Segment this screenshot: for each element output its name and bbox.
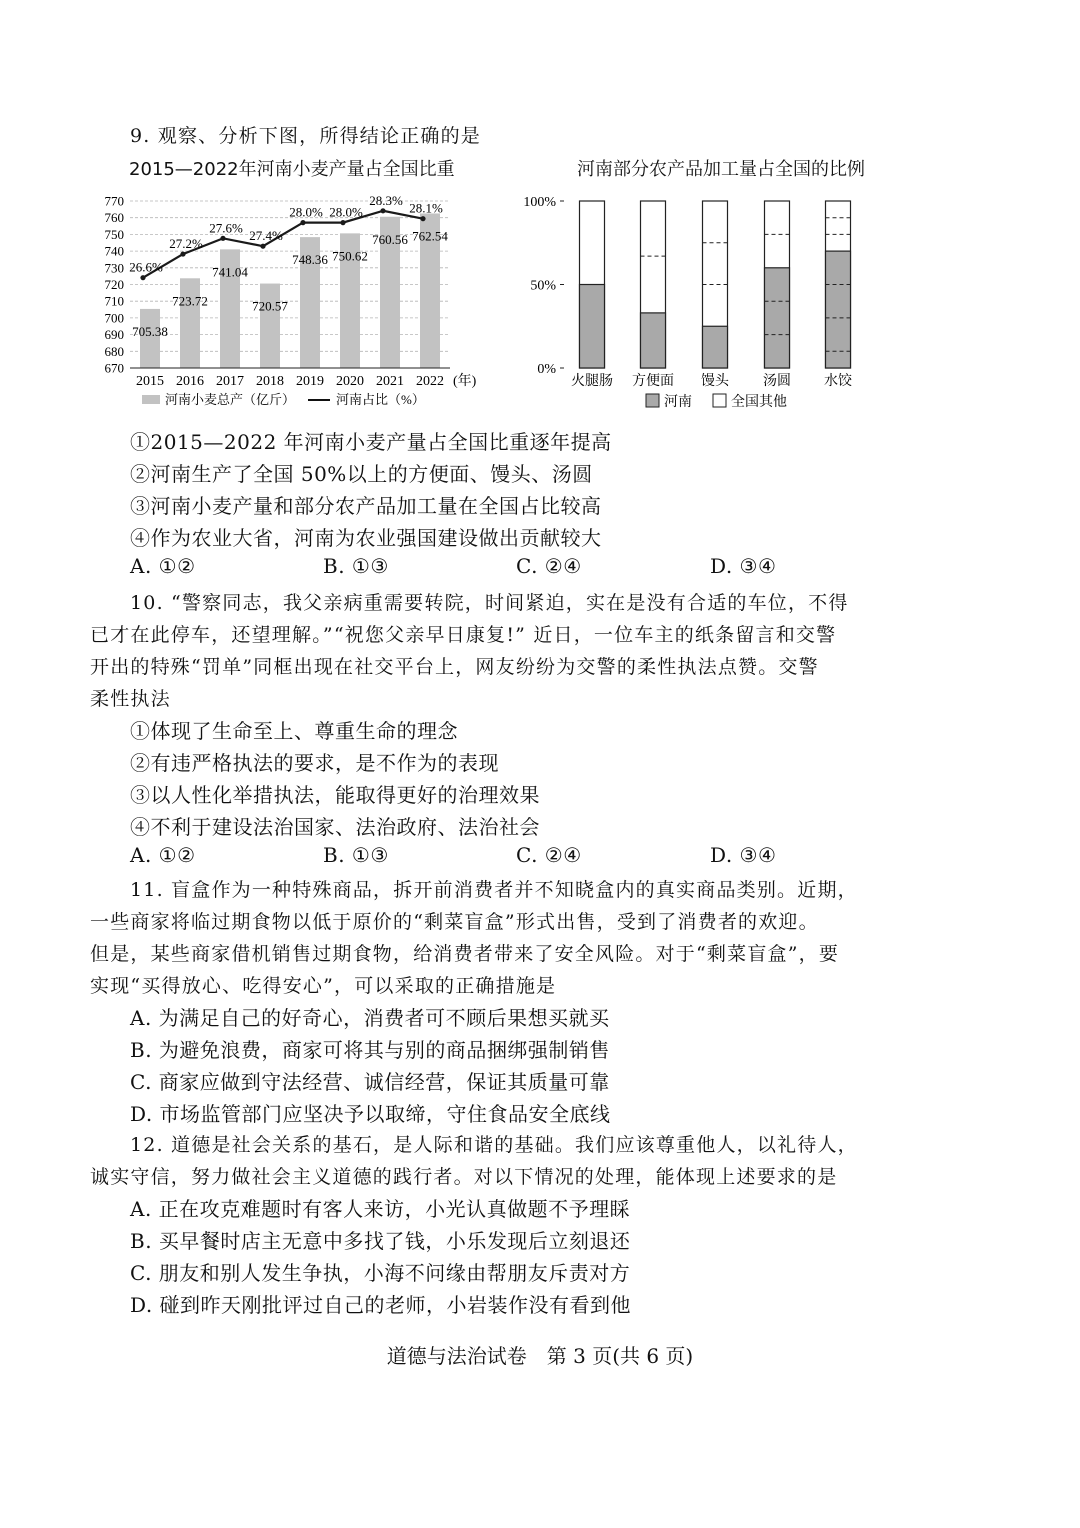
bar-henan <box>641 313 666 368</box>
bar-henan <box>580 285 605 369</box>
q10-stem-line: 已才在此停车，还望理解。”“祝您父亲早日康复!” 近日，一位车主的纸条留言和交警 <box>90 624 837 646</box>
q12-option-a[interactable]: A. 正在攻克难题时有客人来访，小光认真做题不予理睬 <box>130 1197 631 1221</box>
y-tick-label: 710 <box>104 293 124 309</box>
bar <box>260 284 280 368</box>
bar-value-label: 760.56 <box>372 231 408 247</box>
bar-value-label: 748.36 <box>292 252 328 268</box>
bar-value-label: 762.54 <box>412 228 448 244</box>
y-tick-label: 700 <box>104 310 124 326</box>
choice-b[interactable]: B. ①③ <box>323 554 389 578</box>
choice-c[interactable]: C. ②④ <box>516 554 582 578</box>
choice-d[interactable]: D. ③④ <box>710 554 777 578</box>
q10-stem-line: 10. “警察同志，我父亲病重需要转院，时间紧迫，实在是没有合适的车位，不得 <box>130 592 849 614</box>
x-tick-label: 汤圆 <box>763 374 791 389</box>
q9-statement: ③河南小麦产量和部分农产品加工量在全国占比较高 <box>130 494 602 518</box>
share-value-label: 28.1% <box>409 200 443 216</box>
bar-value-label: 750.62 <box>332 248 368 264</box>
share-value-label: 26.6% <box>129 259 163 275</box>
q10-choices <box>0 843 1080 869</box>
bar <box>180 278 200 368</box>
share-point <box>340 220 345 225</box>
share-value-label: 28.0% <box>329 204 363 220</box>
y-tick-label: 730 <box>104 260 124 276</box>
share-point <box>140 275 145 280</box>
q10-statement: ①体现了生命至上、尊重生命的理念 <box>130 719 458 743</box>
y-tick-label: 100% <box>523 195 556 210</box>
q12-stem-line: 12. 道德是社会关系的基石，是人际和谐的基础。我们应该尊重他人，以礼待人， <box>130 1134 858 1156</box>
x-tick-label: 2021 <box>376 374 404 389</box>
choice-b[interactable]: B. ①③ <box>323 843 389 867</box>
legend-label-line: 河南占比（%） <box>336 392 425 407</box>
y-tick-label: 690 <box>104 327 124 343</box>
x-tick-label: 火腿肠 <box>571 374 613 389</box>
legend-label-bar: 河南小麦总产（亿斤） <box>165 392 296 407</box>
x-tick-label: 2022 <box>416 374 444 389</box>
legend-label-other: 全国其他 <box>731 395 787 410</box>
processing-share-chart <box>510 185 880 417</box>
x-tick-label: 2016 <box>176 374 204 389</box>
q9-choices <box>0 554 1080 580</box>
share-point <box>300 220 305 225</box>
share-point <box>260 244 265 249</box>
bar-henan <box>826 251 851 368</box>
y-tick-label: 670 <box>104 360 124 376</box>
share-value-label: 27.4% <box>249 228 283 244</box>
chart2-title: 河南部分农产品加工量占全国的比例 <box>577 159 865 180</box>
legend-label-henan: 河南 <box>664 395 692 410</box>
q9-statement: ④作为农业大省，河南为农业强国建设做出贡献较大 <box>130 526 602 550</box>
x-tick-label: 2017 <box>216 374 244 389</box>
q9-statement: ②河南生产了全国 50%以上的方便面、馒头、汤圆 <box>130 462 593 486</box>
y-tick-label: 750 <box>104 226 124 242</box>
q9-statement: ①2015—2022 年河南小麦产量占全国比重逐年提高 <box>130 430 612 454</box>
legend-swatch-bar <box>142 395 160 404</box>
choice-a[interactable]: A. ①② <box>130 554 196 578</box>
y-tick-label: 720 <box>104 277 124 292</box>
share-value-label: 27.6% <box>209 220 243 236</box>
q12-option-c[interactable]: C. 朋友和别人发生争执，小海不问缘由帮朋友斥责对方 <box>130 1261 631 1285</box>
choice-c[interactable]: C. ②④ <box>516 843 582 867</box>
page-footer: 道德与法治试卷 第 3 页(共 6 页) <box>386 1344 694 1368</box>
share-point <box>180 251 185 256</box>
bar-value-label: 720.57 <box>252 298 288 314</box>
y-tick-label: 770 <box>104 193 124 209</box>
q11-option-b[interactable]: B. 为避免浪费，商家可将其与别的商品捆绑强制销售 <box>130 1038 610 1062</box>
legend-swatch-other <box>713 394 726 407</box>
share-value-label: 28.0% <box>289 204 323 220</box>
bar-henan <box>765 268 790 368</box>
q11-option-d[interactable]: D. 市场监管部门应坚决予以取缔，守住食品安全底线 <box>130 1102 611 1126</box>
share-value-label: 27.2% <box>169 236 203 252</box>
x-tick-label: 2018 <box>256 374 284 389</box>
share-point <box>220 236 225 241</box>
q11-stem-line: 一些商家将临过期食物以低于原价的“剩菜盲盒”形式出售，受到了消费者的欢迎。 <box>90 911 819 933</box>
wheat-share-chart <box>90 185 490 417</box>
share-value-label: 28.3% <box>369 192 403 208</box>
q12-option-d[interactable]: D. 碰到昨天刚批评过自己的老师，小岩装作没有看到他 <box>130 1293 632 1317</box>
y-tick-label: 680 <box>104 343 124 359</box>
q11-option-a[interactable]: A. 为满足自己的好奇心，消费者可不顾后果想买就买 <box>130 1006 610 1030</box>
q11-stem-line: 实现“买得放心、吃得安心”，可以采取的正确措施是 <box>90 975 557 997</box>
q11-stem-line: 11. 盲盒作为一种特殊商品，拆开前消费者并不知晓盒内的真实商品类别。近期， <box>130 879 858 901</box>
choice-a[interactable]: A. ①② <box>130 843 196 867</box>
chart1-title: 2015—2022年河南小麦产量占全国比重 <box>129 159 455 180</box>
choice-d[interactable]: D. ③④ <box>710 843 777 867</box>
legend-swatch-henan <box>646 394 659 407</box>
x-tick-label: 水饺 <box>824 374 852 389</box>
q12-option-b[interactable]: B. 买早餐时店主无意中多找了钱，小乐发现后立刻退还 <box>130 1229 631 1253</box>
x-tick-label: 2019 <box>296 374 324 389</box>
y-tick-label: 50% <box>530 278 556 294</box>
bar-value-label: 741.04 <box>212 264 248 280</box>
q11-option-c[interactable]: C. 商家应做到守法经营、诚信经营，保证其质量可靠 <box>130 1070 610 1094</box>
y-tick-label: 760 <box>104 210 124 226</box>
bar-henan <box>703 326 728 368</box>
y-tick-label: 740 <box>104 243 124 259</box>
bar-value-label: 723.72 <box>172 293 208 309</box>
q10-statement: ④不利于建设法治国家、法治政府、法治社会 <box>130 815 540 839</box>
x-tick-label: 2020 <box>336 374 364 389</box>
x-tick-label: 方便面 <box>632 374 674 389</box>
q11-stem-line: 但是，某些商家借机销售过期食物，给消费者带来了安全风险。对于“剩菜盲盒”，要 <box>90 943 840 965</box>
x-axis-unit: (年) <box>453 374 477 389</box>
q10-statement: ③以人性化举措执法，能取得更好的治理效果 <box>130 783 540 807</box>
q10-statement: ②有违严格执法的要求，是不作为的表现 <box>130 751 499 775</box>
q10-stem-line: 开出的特殊“罚单”同框出现在社交平台上，网友纷纷为交警的柔性执法点赞。交警 <box>90 656 819 678</box>
bar-value-label: 705.38 <box>132 323 168 339</box>
question-9-stem: 9. 观察、分析下图，所得结论正确的是 <box>130 125 481 147</box>
x-tick-label: 2015 <box>136 374 164 389</box>
q10-stem-line: 柔性执法 <box>90 688 171 710</box>
x-tick-label: 馒头 <box>701 374 729 389</box>
share-point <box>420 216 425 221</box>
y-tick-label: 0% <box>537 362 556 377</box>
share-point <box>380 208 385 213</box>
q12-stem-line: 诚实守信，努力做社会主义道德的践行者。对以下情况的处理，能体现上述要求的是 <box>90 1166 838 1188</box>
